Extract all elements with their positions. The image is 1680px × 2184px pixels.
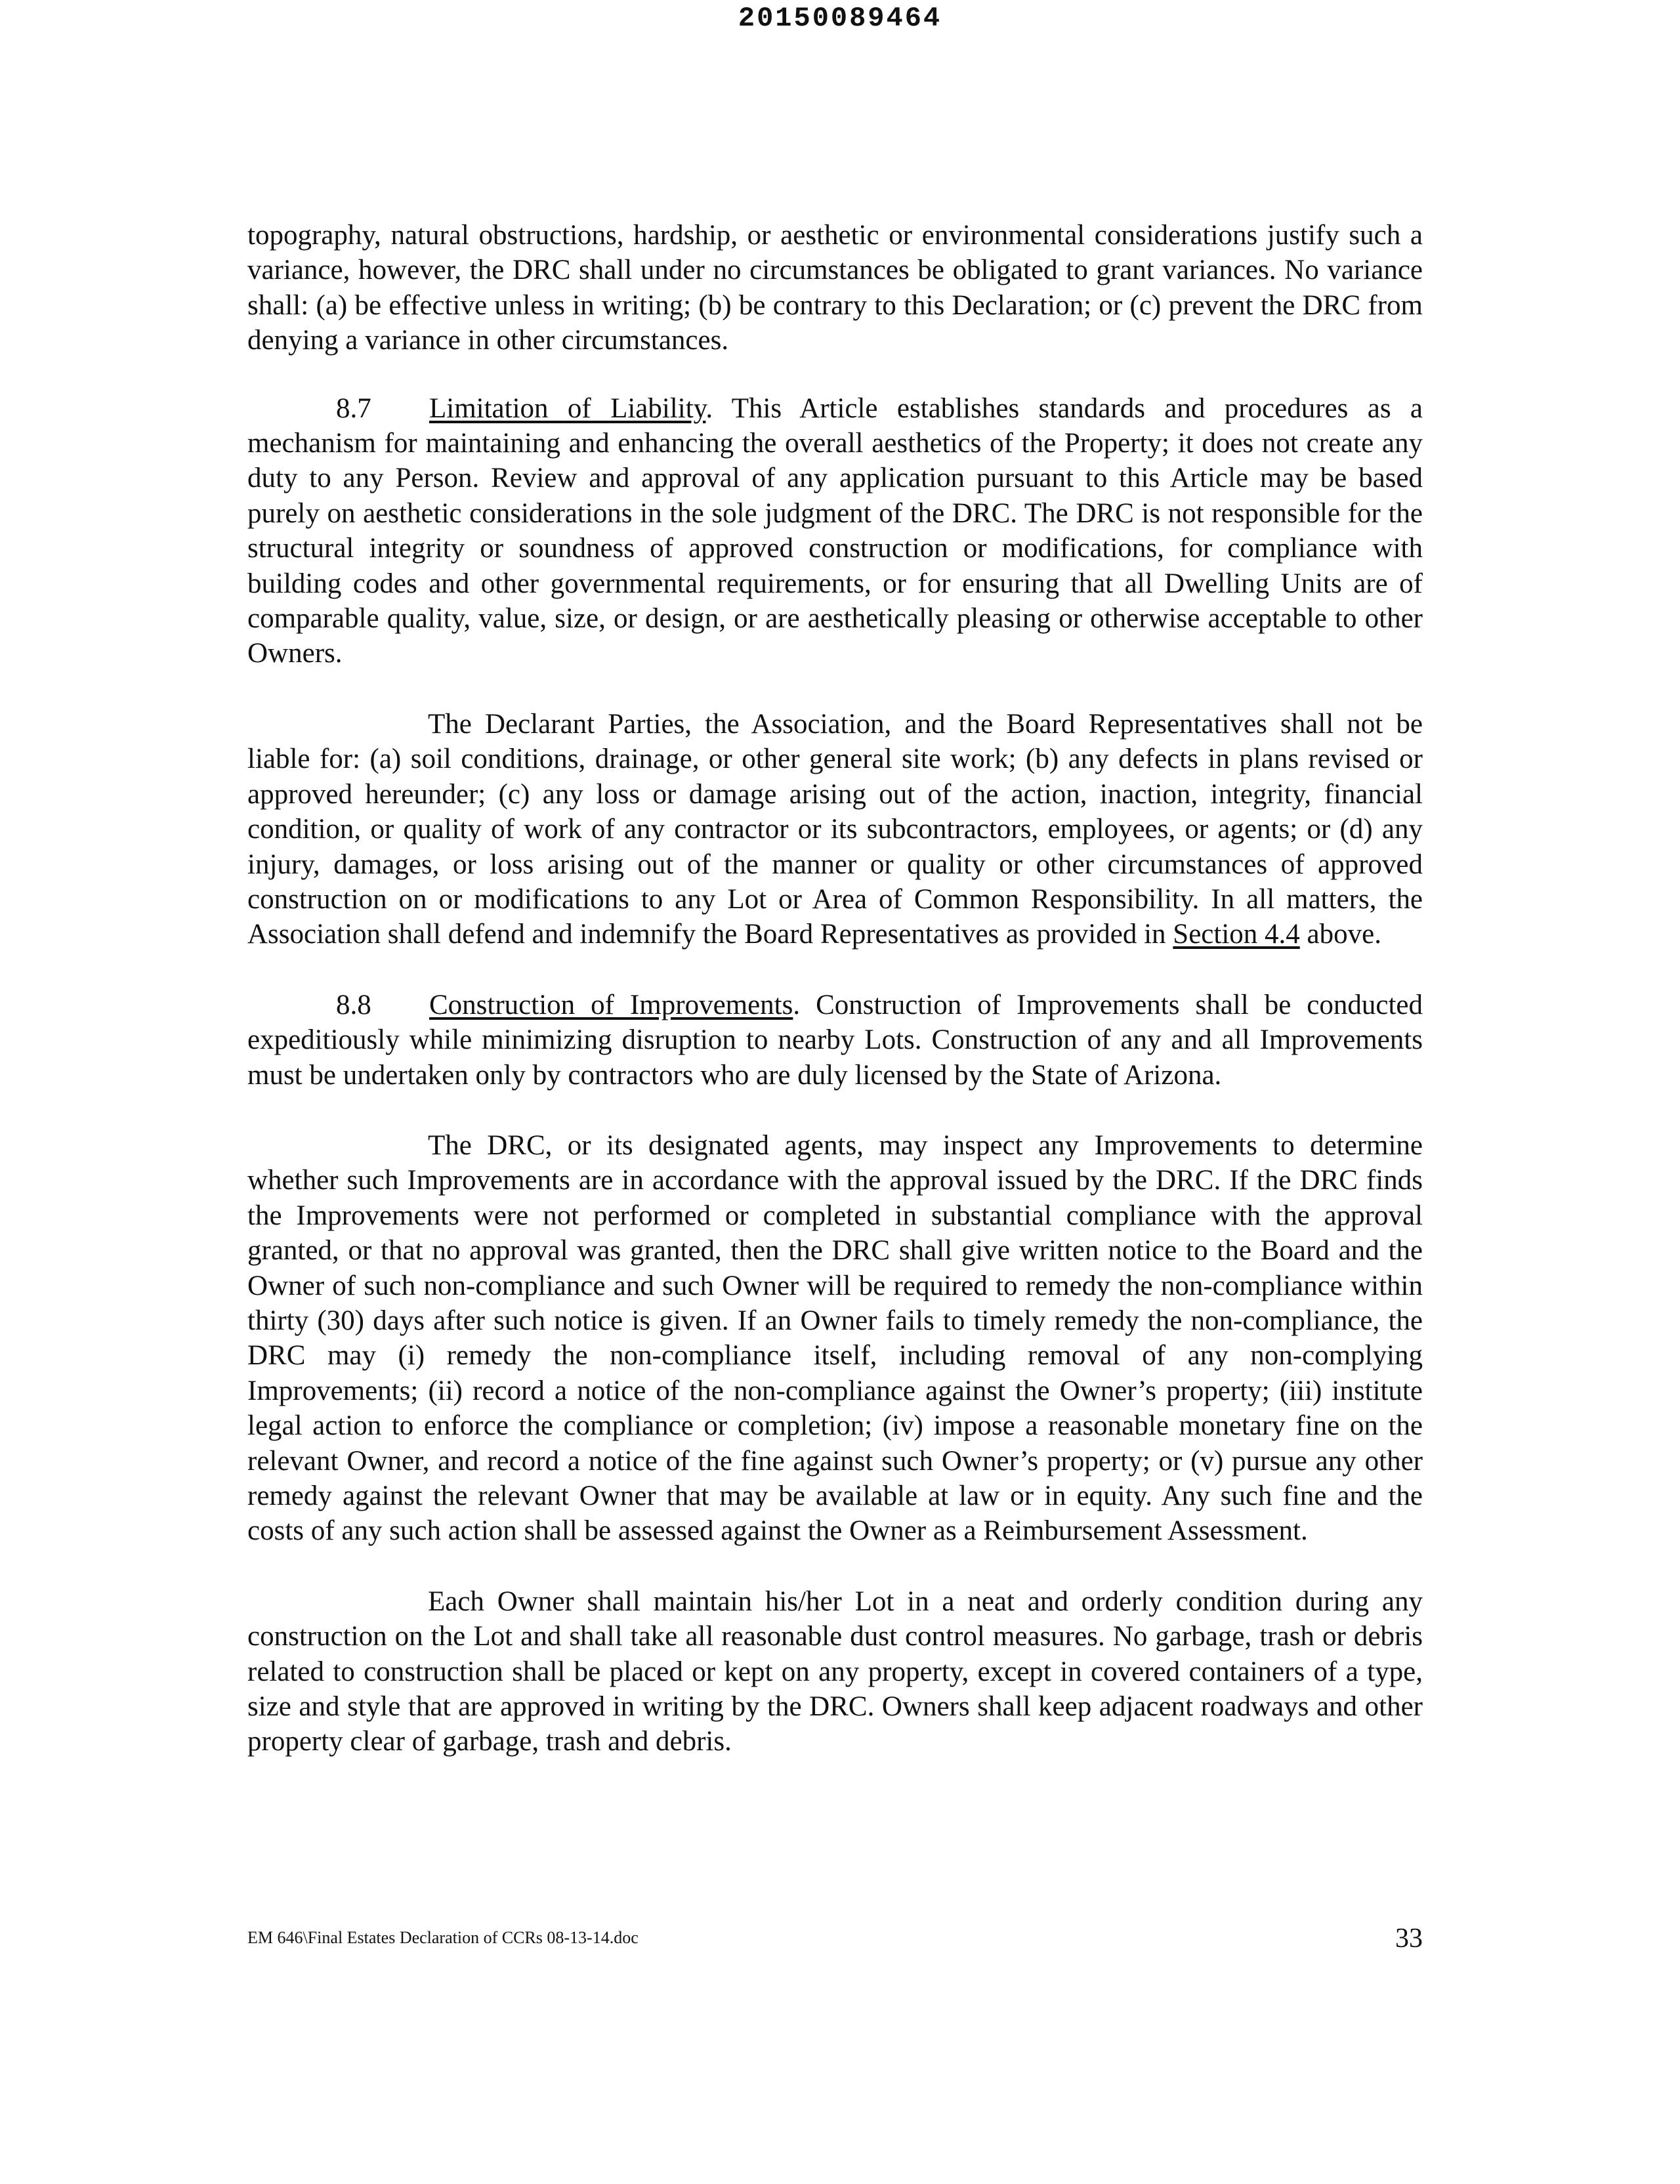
section-text: . Construction of Improvements shall be conducted expeditiously while minimizing disruption to nearby Lots. Construction of any and all Improvements must be undertaken only by contractors who are duly licensed by the State of Arizona. — [247, 989, 1423, 1091]
paragraph-variance: topography, natural obstructions, hardship, or aesthetic or environmental considerations justify such a variance, however, the DRC shall under no circumstances be obligated to grant variances. No variance shall: (a) be effective unless in writing; (b) be contrary to this Declaration; or (c) prevent the DRC from denying a variance in other circumstances. — [247, 220, 1423, 356]
page-number: 33 — [1395, 1923, 1423, 1954]
paragraph-liability: The Declarant Parties, the Association, and the Board Representatives shall not be liable for: (a) soil conditions, drainage, or other general site work; (b) any defects in plans revised or approved hereunder; (c) any loss or damage arising out of the action, inaction, integrity, financial condition, or quality of work of any contractor or its subcontractors, employees, or agents; or (d) any injury, damages, or loss arising out of the manner or quality or other circumstances of approved construction on or modifications to any Lot or Area of Common Responsibility. In all matters, the Association shall defend and indemnify the Board Representatives as provided in Section 4.4 above. — [247, 708, 1423, 950]
section-text: . This Article establishes standards and procedures as a mechanism for maintaining and enhancing the overall aesthetics of the Property; it does not create any duty to any Person. Review and approval of any application pursuant to this Article may be based purely on aesthetic considerations in the sole judgment of the DRC. The DRC is not responsible for the structural integrity or soundness of approved construction or modifications, for compliance with building codes and other governmental requirements, or for ensuring that all Dwelling Units are of comparable quality, value, size, or design, or are aesthetically pleasing or otherwise acceptable to other Owners. — [247, 392, 1423, 669]
section-8-8 — [247, 988, 1423, 1093]
section-number: 8.7 — [336, 392, 371, 424]
paragraph-lot-maintenance: Each Owner shall maintain his/her Lot in a neat and orderly condition during any construction on the Lot and shall take all reasonable dust control measures. No garbage, trash or debris related to construction shall be placed or kept on any property, except in covered containers of a type, size and style that are approved in writing by the DRC. Owners shall keep adjacent roadways and other property clear of garbage, trash and debris. — [247, 1586, 1423, 1757]
footer-file-path: EM 646\Final Estates Declaration of CCRs 08-13-14.doc — [247, 1928, 639, 1947]
document-body — [247, 218, 1423, 1795]
document-number: 20150089464 — [738, 3, 942, 34]
section-title: Construction of Improvements — [429, 989, 793, 1020]
section-title: Limitation of Liability — [429, 392, 706, 424]
paragraph-inspection: The DRC, or its designated agents, may inspect any Improvements to determine whether such Improvements are in accordance with the approval issued by the DRC. If the DRC finds the Improvements were not performed or completed in substantial compliance with the approval granted, or that no approval was granted, then the DRC shall give written notice to the Board and the Owner of such non-compliance and such Owner will be required to remedy the non-compliance within thirty (30) days after such notice is given. If an Owner fails to timely remedy the non-compliance, the DRC may (i) remedy the non-compliance itself, including removal of any non-complying Improvements; (ii) record a notice of the non-compliance against the Owner’s property; (iii) institute legal action to enforce the compliance or completion; (iv) impose a reasonable monetary fine on the relevant Owner, and record a notice of the fine against such Owner’s property; or (v) pursue any other remedy against the relevant Owner that may be available at law or in equity. Any such fine and the costs of any such action shall be assessed against the Owner as a Reimbursement Assessment. — [247, 1129, 1423, 1547]
section-number: 8.8 — [336, 989, 371, 1020]
section-reference-link[interactable]: Section 4.4 — [1173, 919, 1300, 950]
section-8-7 — [247, 391, 1423, 671]
